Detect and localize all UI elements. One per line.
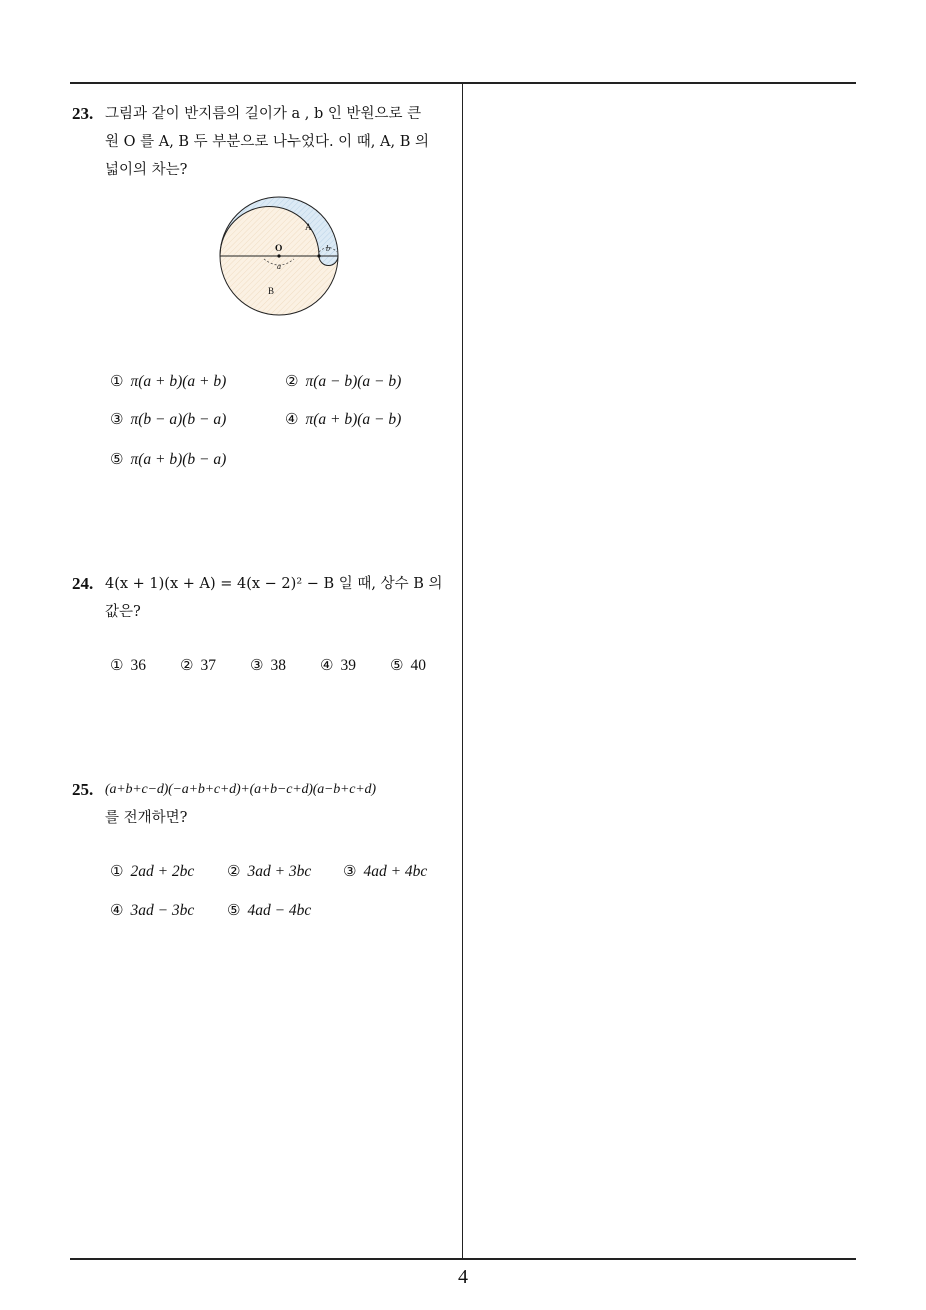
small-center-point: [317, 254, 320, 257]
question-25: [72, 776, 462, 832]
question-text-line: 그림과 같이 반지름의 길이가 a , b 인 반원으로 큰: [105, 106, 422, 122]
option-24-4[interactable]: ④ 39: [320, 656, 356, 674]
question-text-line: 값은?: [105, 604, 141, 620]
option-23-4[interactable]: ④ π(a + b)(a − b): [285, 410, 402, 428]
option-24-1[interactable]: ① 36: [110, 656, 146, 674]
label-o: O: [275, 244, 283, 254]
question-text-line: 4(x + 1)(x + A) = 4(x − 2)² − B 일 때, 상수 B 의: [105, 576, 443, 592]
question-number: 25.: [72, 780, 94, 799]
column-divider: [462, 82, 463, 1259]
option-24-3[interactable]: ③ 38: [250, 656, 286, 674]
circle-figure: [210, 188, 350, 323]
question-24: [72, 570, 462, 626]
question-text-line: (a+b+c−d)(−a+b+c+d)+(a+b−c+d)(a−b+c+d): [105, 782, 376, 797]
option-23-1[interactable]: ① π(a + b)(a + b): [110, 372, 227, 390]
option-25-3[interactable]: ③ 4ad + 4bc: [343, 862, 428, 880]
option-23-2[interactable]: ② π(a − b)(a − b): [285, 372, 402, 390]
option-24-5[interactable]: ⑤ 40: [390, 656, 426, 674]
page-number: 4: [458, 1266, 468, 1288]
option-25-5[interactable]: ⑤ 4ad − 4bc: [227, 901, 312, 919]
label-radius-b: b: [326, 244, 330, 253]
option-25-4[interactable]: ④ 3ad − 3bc: [110, 901, 195, 919]
option-25-2[interactable]: ② 3ad + 3bc: [227, 862, 312, 880]
option-23-3[interactable]: ③ π(b − a)(b − a): [110, 410, 227, 428]
question-text-line: 원 O 를 A, B 두 부분으로 나누었다. 이 때, A, B 의: [105, 134, 429, 150]
label-region-a: A: [305, 222, 312, 232]
question-number: 23.: [72, 104, 94, 123]
question-23: [72, 100, 462, 184]
option-23-5[interactable]: ⑤ π(a + b)(b − a): [110, 450, 227, 468]
bottom-rule: [70, 1258, 856, 1260]
option-25-1[interactable]: ① 2ad + 2bc: [110, 862, 195, 880]
question-number: 24.: [72, 574, 94, 593]
question-text-line: 를 전개하면?: [105, 810, 188, 826]
label-radius-a: a: [277, 262, 281, 271]
question-text-line: 넓이의 차는?: [105, 162, 188, 178]
option-24-2[interactable]: ② 37: [180, 656, 216, 674]
center-point: [277, 254, 280, 257]
label-region-b: B: [268, 286, 275, 296]
